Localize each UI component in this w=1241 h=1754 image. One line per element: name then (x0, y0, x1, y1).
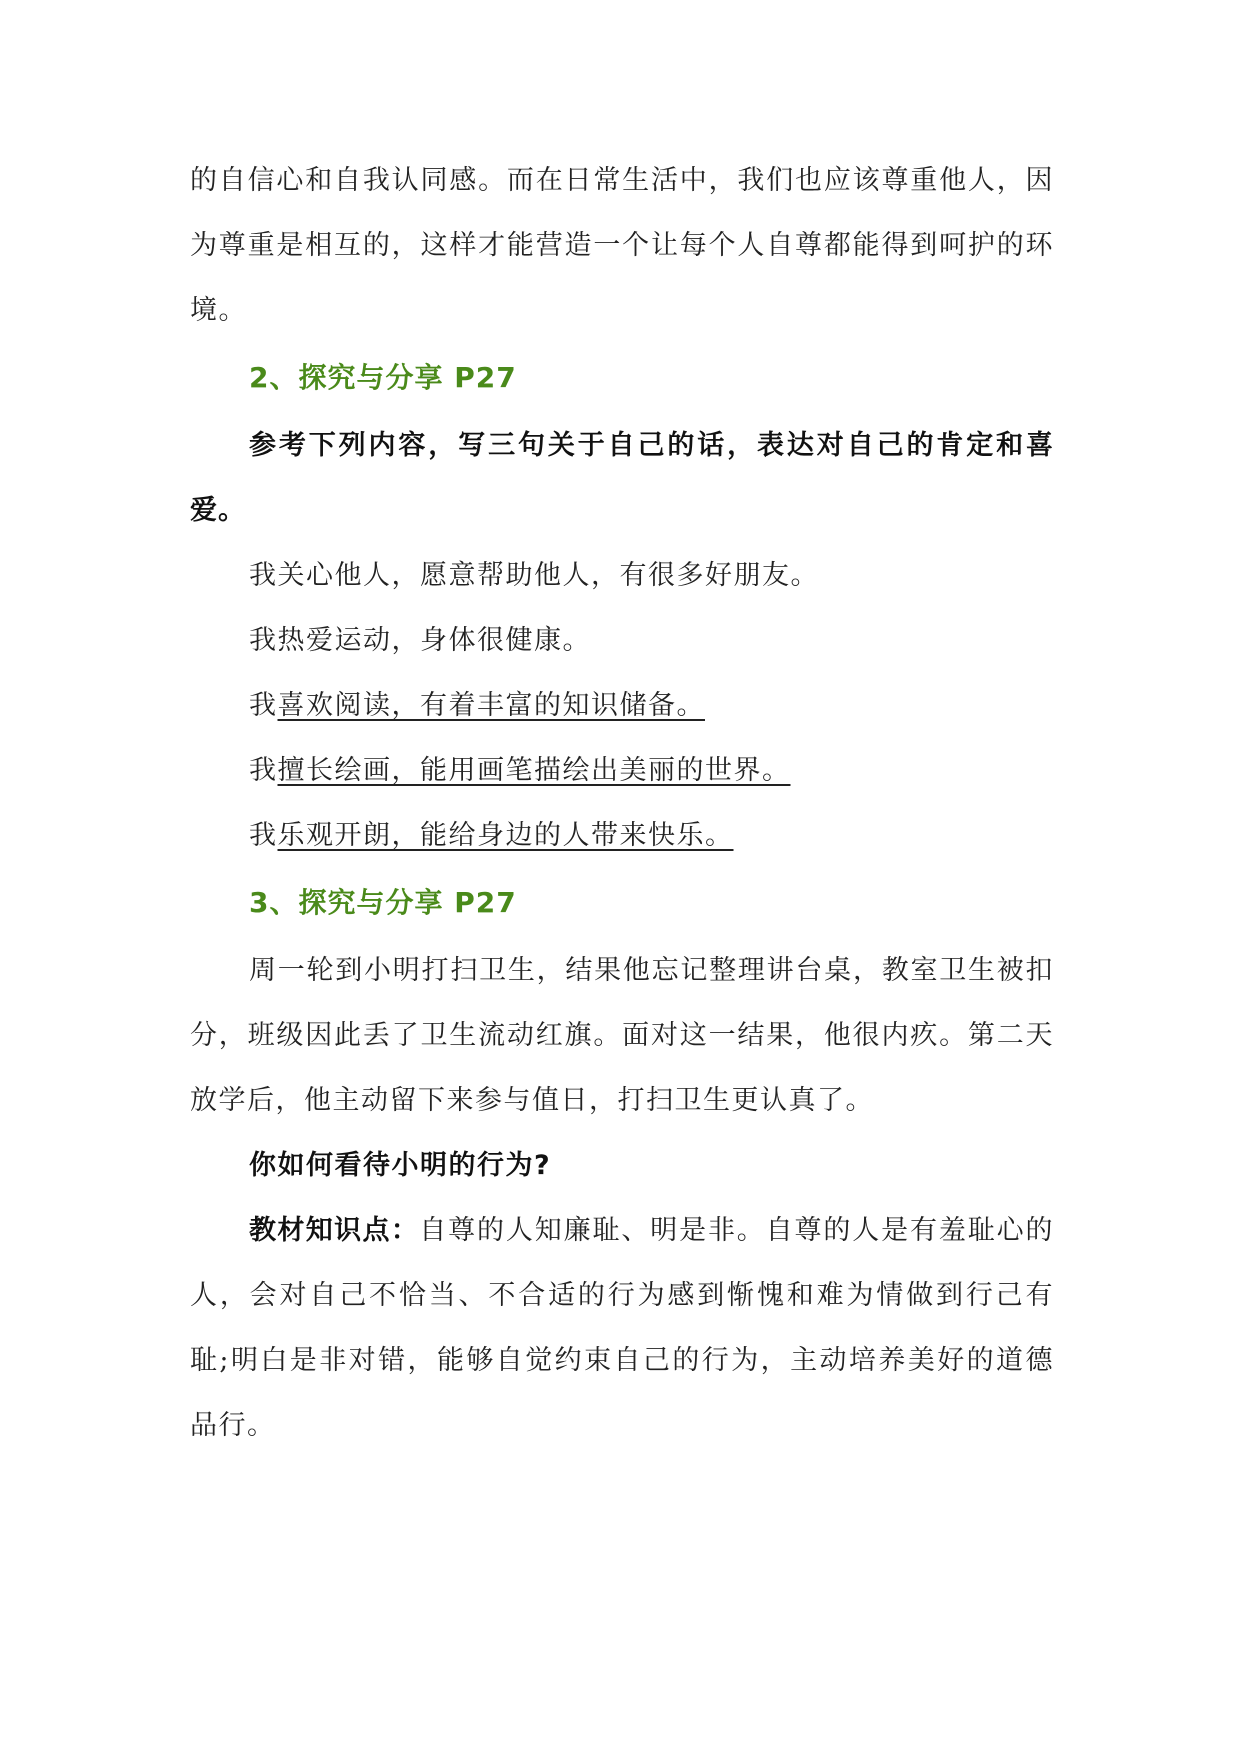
paragraph-self-esteem: 的自信心和自我认同感。而在日常生活中，我们也应该尊重他人，因为尊重是相互的，这样才能营造一个让每个人自尊都能得到呵护的环境。 (190, 165, 1054, 326)
question-3: 你如何看待小明的行为? (249, 1150, 552, 1181)
knowledge-label: 教材知识点： (249, 1215, 420, 1246)
answer-underlined-text: 喜欢阅读，有着丰富的知识储备。 (277, 690, 705, 721)
answer-prefix: 我 (249, 755, 278, 786)
example-line-1: 我关心他人，愿意帮助他人，有很多好朋友。 (249, 560, 819, 591)
answer-prefix: 我 (249, 690, 278, 721)
answer-prefix: 我 (249, 820, 278, 851)
answer-underlined-text: 擅长绘画，能用画笔描绘出美丽的世界。 (277, 755, 791, 786)
story-paragraph: 周一轮到小明打扫卫生，结果他忘记整理讲台桌，教室卫生被扣分，班级因此丢了卫生流动红旗。面对这一结果，他很内疚。第二天放学后，他主动留下来参与值日，打扫卫生更认真了。 (190, 955, 1054, 1116)
section-heading-2: 2、探究与分享 P27 (249, 361, 517, 394)
answer-underlined-text: 乐观开朗，能给身边的人带来快乐。 (277, 820, 734, 851)
example-line-2: 我热爱运动，身体很健康。 (249, 625, 591, 656)
answer-line-1 (190, 673, 1054, 738)
document-page (190, 148, 1054, 1458)
answer-line-2 (190, 738, 1054, 803)
answer-line-3 (190, 803, 1054, 868)
question-2: 参考下列内容，写三句关于自己的话，表达对自己的肯定和喜爱。 (190, 430, 1054, 526)
section-heading-3: 3、探究与分享 P27 (249, 886, 517, 919)
knowledge-paragraph (190, 1198, 1054, 1458)
knowledge-text: 自尊的人知廉耻、明是非。自尊的人是有羞耻心的人，会对自己不恰当、不合适的行为感到惭愧和难为情做到行己有耻;明白是非对错，能够自觉约束自己的行为，主动培养美好的道德品行。 (190, 1215, 1055, 1441)
